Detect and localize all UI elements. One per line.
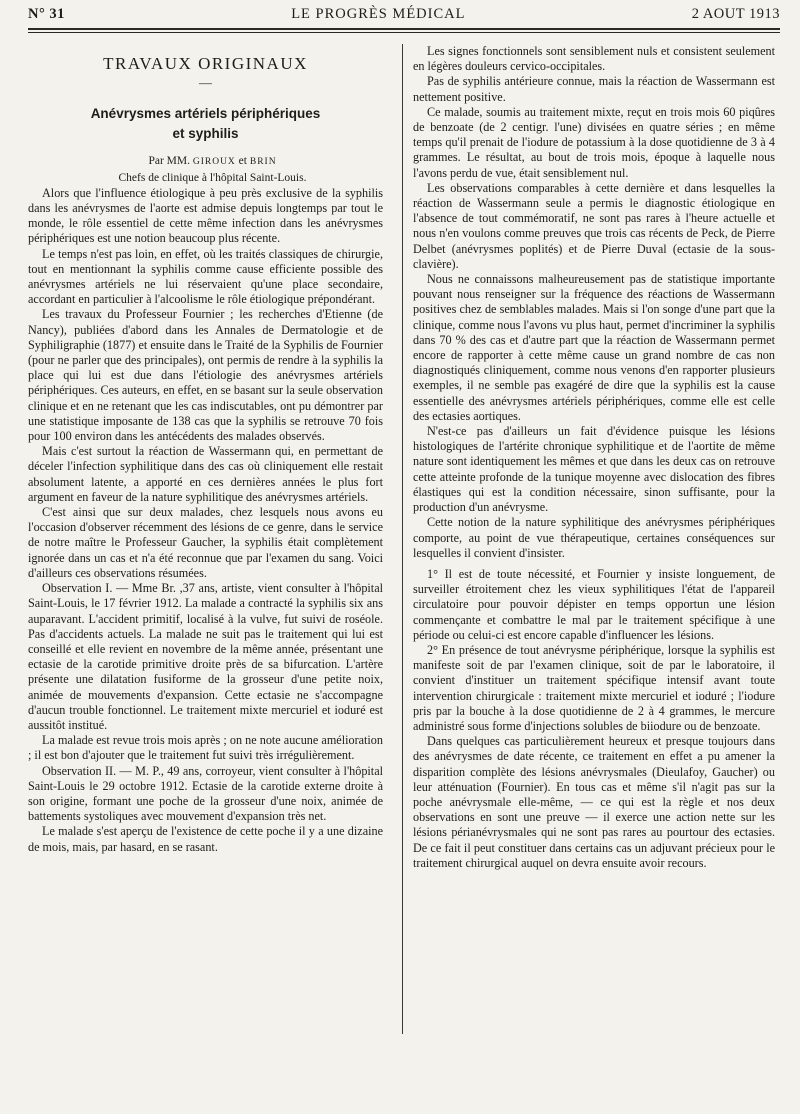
paragraph: La malade est revue trois mois après ; on ne note aucune amélioration ; il est bon d'ajouter que le traitement fut suivi très irrégulièrement.: [28, 733, 383, 763]
paragraph: Cette notion de la nature syphilitique des anévrysmes périphériques comporte, au point de vue thérapeutique, certaines conséquences sur lesquelles il convient d'insister.: [413, 515, 775, 560]
article-title: [28, 104, 383, 144]
byline: [28, 154, 383, 170]
numbered-paragraph: 1° Il est de toute nécessité, et Fournier y insiste longuement, de surveiller étroitement chez les vieux syphilitiques l'état de l'appareil circulatoire pour pouvoir dépister en temps opportun une lésion commençante et combattre le mal par le traitement spécifique à une période ou celui-ci est encore capable d'influencer les lésions.: [413, 566, 775, 642]
paragraph: Les travaux du Professeur Fournier ; les recherches d'Etienne (de Nancy), publiées d'abord dans les Annales de Dermatologie et de Syphiligraphie (1877) et ensuite dans le Traité de la Syphilis de Fournier (pour ne parler que des principales), ont permis de rendre à la syphilis la place qui lui est due dans l'étiologie des anévrysmes artériels périphériques. Ces auteurs, en effet, en se basant sur la seule observation clinique et en ne retenant que les cas indiscutables, ont pu démontrer par une statistique imposante de 138 cas que la syphilis se retrouve 70 fois pour 100 environ dans les antécédents des malades observés.: [28, 307, 383, 444]
paragraph: Le temps n'est pas loin, en effet, où les traités classiques de chirurgie, tout en mentionnant la syphilis comme cause efficiente possible des anévrysmes artériels ne lui réservaient qu'une place secondaire, accordant en particulier à l'alcoolisme le rôle étiologique prépondérant.: [28, 246, 383, 307]
author-name: BRIN: [249, 157, 277, 168]
author-name: GIROUX: [192, 157, 236, 168]
byline-and: et: [238, 155, 247, 168]
paragraph: Mais c'est surtout la réaction de Wassermann qui, en permettant de déceler l'infection syphilitique dans des cas où cliniquement elle restait absolument latente, a apporté en ces dernières années le plus fort argument en faveur de la nature syphilitique des anévrysmes artériels.: [28, 444, 383, 504]
paragraph: Nous ne connaissons malheureusement pas de statistique importante pouvant nous renseigner sur la fréquence des réactions de Wassermann positives chez de semblables malades. Mais si l'on songe d'une part que la clinique, comme nous l'avons vu plus haut, permet d'incriminer la syphilis dans 70 % des cas et d'autre part que la réaction de Wassermann permet encore de rapporter à cette même cause un grand nombre de cas non diagnostiqués cliniquement, comme nous venons d'en rapporter plusieurs exemples, il ne semble pas exagéré de dire que la syphilis est la cause essentielle des anévrysmes artériels périphériques, comme elle est celle des ectasies aortiques.: [413, 272, 775, 423]
right-column: [413, 44, 775, 871]
left-column: [28, 44, 383, 855]
byline-prefix: Par MM.: [148, 155, 190, 168]
paragraph: Les signes fonctionnels sont sensiblement nuls et consistent seulement en légères douleurs cervico-occipitales.: [413, 44, 775, 74]
column-divider: [402, 44, 403, 1034]
paragraph: Le malade s'est aperçu de l'existence de cette poche il y a une dizaine de mois, mais, par hasard, en se rasant.: [28, 824, 383, 854]
page-number: N° 31: [28, 6, 65, 22]
paragraph: C'est ainsi que sur deux malades, chez lesquels nous avons eu l'occasion d'observer récemment des lésions de ce genre, dans le service de notre maître le Professeur Gaucher, la syphilis était complètement ignorée dans un cas et n'a été reconnue que par l'examen du sang. Voici d'ailleurs ces observations résumées.: [28, 505, 383, 580]
article-title-line-2: et syphilis: [172, 126, 239, 142]
paragraph: Les observations comparables à cette dernière et dans lesquelles la réaction de Wassermann seule a permis le diagnostic étiologique en l'absence de tout commémoratif, ne sont pas rares à l'heure actuelle et nous n'en voulons comme preuves que trois cas récents de Peck, de Pierre Delbet (anévrysmes poplités) et de Pierre Duval (ectasie de la sous-clavière).: [413, 180, 775, 271]
page-header: [28, 6, 780, 26]
section-title: TRAVAUX ORIGINAUX: [103, 54, 308, 73]
paragraph: Alors que l'influence étiologique à peu près exclusive de la syphilis dans les anévrysmes de l'aorte est admise depuis longtemps par tout le monde, le rôle essentiel de cette même infection dans les anévrysmes périphériques est une notion beaucoup plus récente.: [28, 185, 383, 246]
observation-paragraph: Observation II. — M. P., 49 ans, corroyeur, vient consulter à l'hôpital Saint-Louis le 29 octobre 1912. Ectasie de la carotide externe droite à son origine, formant une poche de la grosseur d'une noix, animée de battements systoliques avec mouvement d'expansion très net.: [28, 763, 383, 824]
issue-date: 2 AOUT 1913: [691, 6, 780, 22]
paragraph: Dans quelques cas particulièrement heureux et presque toujours dans des anévrysmes de date récente, ce traitement en effet a pu amener la disparition complète des lésions anévrysmales (Dieulafoy, Gaucher) ou leur atténuation (Fournier). En tous cas et même s'il n'agit pas sur la poche anévrysmale elle-même, — ce qui est la règle et nos deux observations en sont une preuve — il exerce une action nette sur les lésions périanévrysmales qui ne sont pas rares au pourtour des ectasies. De ce fait il peut constituer dans certains cas un adjuvant précieux pour le traitement chirurgical auquel on devra ensuite avoir recours.: [413, 734, 775, 870]
numbered-paragraph: 2° En présence de tout anévrysme périphérique, lorsque la syphilis est manifeste soit de par l'examen clinique, soit de par le laboratoire, il convient d'instituer un traitement spécifique intensif avant toute intervention chirurgicale : traitement mixte mercuriel et ioduré ; l'iodure pris par la bouche à la dose quotidienne de 2 à 4 grammes, le mercure administré sous forme d'injections solubles de biiodure ou de benzoate.: [413, 642, 775, 733]
paragraph: Pas de syphilis antérieure connue, mais la réaction de Wassermann est nettement positive.: [413, 74, 775, 104]
paragraph: Ce malade, soumis au traitement mixte, reçut en trois mois 60 piqûres de benzoate (de 2 centigr. l'une) divisées en quatre séries ; en même temps qu'il prenait de l'iodure de potassium à la dose quotidienne de 3 à 4 grammes. Le résultat, au bout de trois mois, époque à laquelle nous l'avons perdu de vue, était sensiblement nul.: [413, 104, 775, 180]
journal-title: LE PROGRÈS MÉDICAL: [291, 6, 466, 22]
header-rule: [28, 28, 780, 30]
paragraph: N'est-ce pas d'ailleurs un fait d'évidence puisque les lésions histologiques de l'artérite chronique syphilitique et de l'aortite de même nature sont identiquement les mêmes et que dans les deux cas on retrouve cette atteinte profonde de la tunique moyenne avec dislocation des fibres élastiques qui est la condition nécessaire, sinon suffisante, pour la production d'un anévrysme.: [413, 424, 775, 515]
header-rule-thin: [28, 32, 780, 33]
author-affiliation: Chefs de clinique à l'hôpital Saint-Louis.: [118, 171, 307, 184]
observation-paragraph: Observation I. — Mme Br. ,37 ans, artiste, vient consulter à l'hôpital Saint-Louis, le 17 février 1912. La malade a contracté la syphilis six ans auparavant. L'accident primitif, localisé à la vulve, fut suivi de roséole. Pas d'accidents actuels. La malade ne suit pas le traitement qui lui est conseillé et elle revient en novembre de la même année, présentant une ectasie de la carotide primitive droite près de sa bifurcation. L'artère présente une dilatation fusiforme de la grosseur d'une petite noix, animée de mouvements d'expansion. Cette ectasie ne s'accompagne d'aucun trouble fonctionnel. Le traitement mixte mercuriel et ioduré est aussitôt institué.: [28, 581, 383, 732]
article-title-line-1: Anévrysmes artériels périphériques: [90, 106, 321, 122]
title-dash: —: [199, 75, 212, 91]
